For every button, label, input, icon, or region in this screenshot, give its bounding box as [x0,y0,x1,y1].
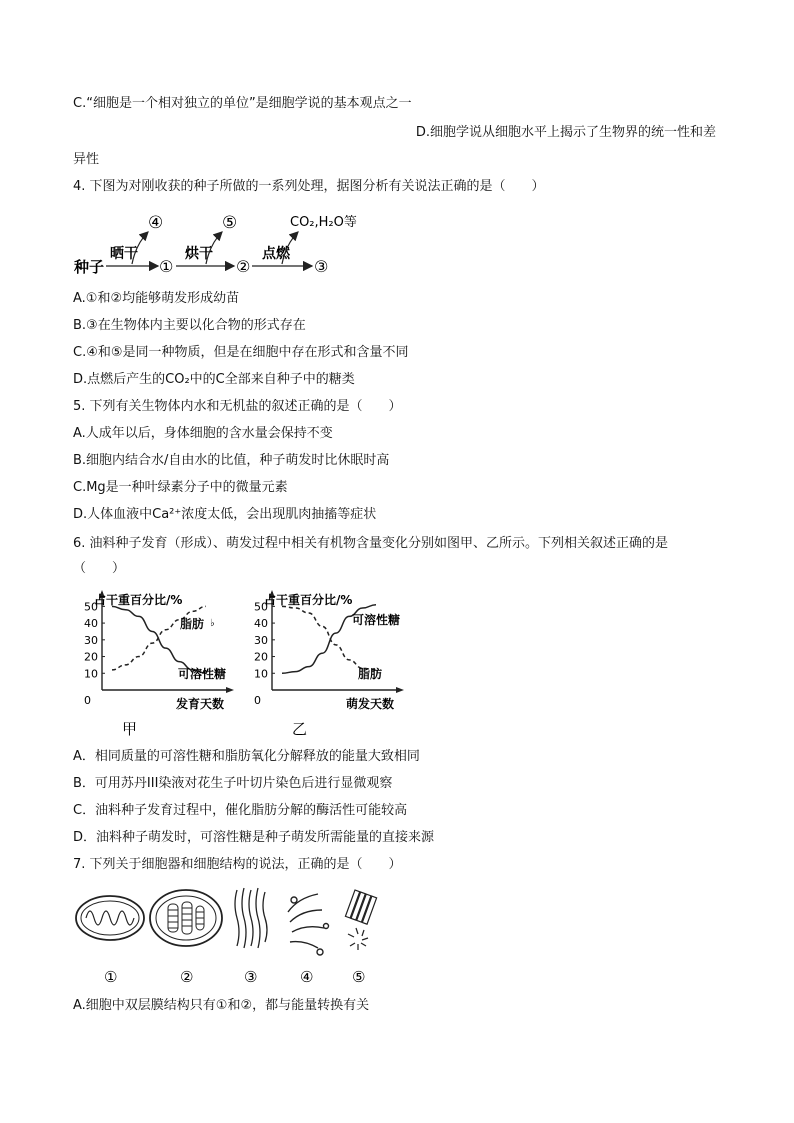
q3-option-d: D.细胞学说从细胞水平上揭示了生物界的统一性和差 [415,125,716,140]
y-tick-label: 20 [254,650,268,664]
q4-option-b: B.③在生物体内主要以化合物的形式存在 [73,318,306,333]
y-tick-label: 30 [84,633,98,647]
q3-option-d-cont: 异性 [73,152,100,167]
q3-option-c: C.“细胞是一个相对独立的单位”是细胞学说的基本观点之一 [73,96,412,111]
chart-jia [70,588,240,738]
q4-option-c: C.④和⑤是同一种物质，但是在细胞中存在形式和含量不同 [73,345,409,360]
seed-label: 种子 [74,258,105,276]
chloroplast-icon [150,890,222,946]
q4-option-a: A.①和②均能够萌发形成幼苗 [73,291,240,306]
organelle-label-2: ② [180,968,194,986]
x-axis-arrow [396,687,404,693]
organelle-label-5: ⑤ [352,968,366,986]
num-1: ① [159,257,174,276]
centriole-icon [345,890,376,950]
series-label: 可溶性糖 [178,667,227,681]
y-tick-label: 10 [84,667,98,681]
series-label: 脂肪 [180,617,205,631]
chart-title: 乙 [292,720,308,738]
num-3: ③ [314,257,329,276]
organelle-label-3: ③ [244,968,258,986]
series-label: 可溶性糖 [352,613,401,627]
y-axis-label: 占干重百分比/% [94,593,183,607]
y-tick-label: 40 [84,617,98,631]
x-axis-label: 萌发天数 [345,697,394,711]
gas-label: CO₂,H₂O等 [290,215,357,230]
marker-note: ♭ [210,618,215,629]
chart-yi [240,588,410,738]
y-tick-label: 50 [84,600,98,614]
num-2: ② [236,257,251,276]
q5-option-d: D.人体血液中Ca²⁺浓度太低，会出现肌肉抽搐等症状 [73,507,377,522]
y-tick-label: 10 [254,667,268,681]
q5-stem: 5. 下列有关生物体内水和无机盐的叙述正确的是（ ） [73,399,402,414]
origin-label: 0 [84,694,91,707]
q5-option-a: A.人成年以后，身体细胞的含水量会保持不变 [73,426,333,441]
y-tick-label: 40 [254,617,268,631]
chart-title: 甲 [122,720,138,738]
x-axis-arrow [226,687,234,693]
q6-stem: 6. 油料种子发育（形成）、萌发过程中相关有机物含量变化分别如图甲、乙所示。下列相关叙述正确的是 [73,536,669,551]
organelle-diagram [72,882,392,992]
y-tick-label: 30 [254,633,268,647]
x-axis-label: 发育天数 [175,697,224,711]
num-5: ⑤ [222,213,238,233]
q6-option-a: A．相同质量的可溶性糖和脂肪氧化分解释放的能量大致相同 [73,749,420,764]
y-axis-label: 占干重百分比/% [264,593,353,607]
q7-stem: 7. 下列关于细胞器和细胞结构的说法，正确的是（ ） [73,857,402,872]
q4-stem: 4. 下图为对刚收获的种子所做的一系列处理，据图分析有关说法正确的是（ ） [73,179,545,194]
q6-option-d: D．油料种子萌发时，可溶性糖是种子萌发所需能量的直接来源 [73,830,435,845]
q6-stem-cont: （ ） [73,561,126,576]
q5-option-b: B.细胞内结合水/自由水的比值，种子萌发时比休眠时高 [73,453,390,468]
origin-label: 0 [254,694,261,707]
y-tick-label: 20 [84,650,98,664]
organelle-label-1: ① [104,968,118,986]
num-4: ④ [148,213,164,233]
y-tick-label: 50 [254,600,268,614]
q5-option-c: C.Mg是一种叶绿素分子中的微量元素 [73,480,288,495]
q4-option-d: D.点燃后产生的CO₂中的C全部来自种子中的糖类 [73,372,355,387]
seed-process-diagram [72,204,357,284]
endoplasmic-reticulum-icon [235,888,267,948]
bake-label: 烘干 [185,246,213,262]
burn-label: 点燃 [262,246,290,262]
organelle-label-4: ④ [300,968,314,986]
q7-option-a: A.细胞中双层膜结构只有①和②，都与能量转换有关 [73,998,370,1013]
mitochondrion-icon [76,896,144,940]
series-label: 脂肪 [358,667,383,681]
dry-label: 晒干 [110,246,138,262]
q6-option-b: B．可用苏丹III染液对花生子叶切片染色后进行显微观察 [73,776,393,791]
golgi-apparatus-icon [288,894,329,955]
q6-option-c: C．油料种子发育过程中，催化脂肪分解的酶活性可能较高 [73,803,408,818]
